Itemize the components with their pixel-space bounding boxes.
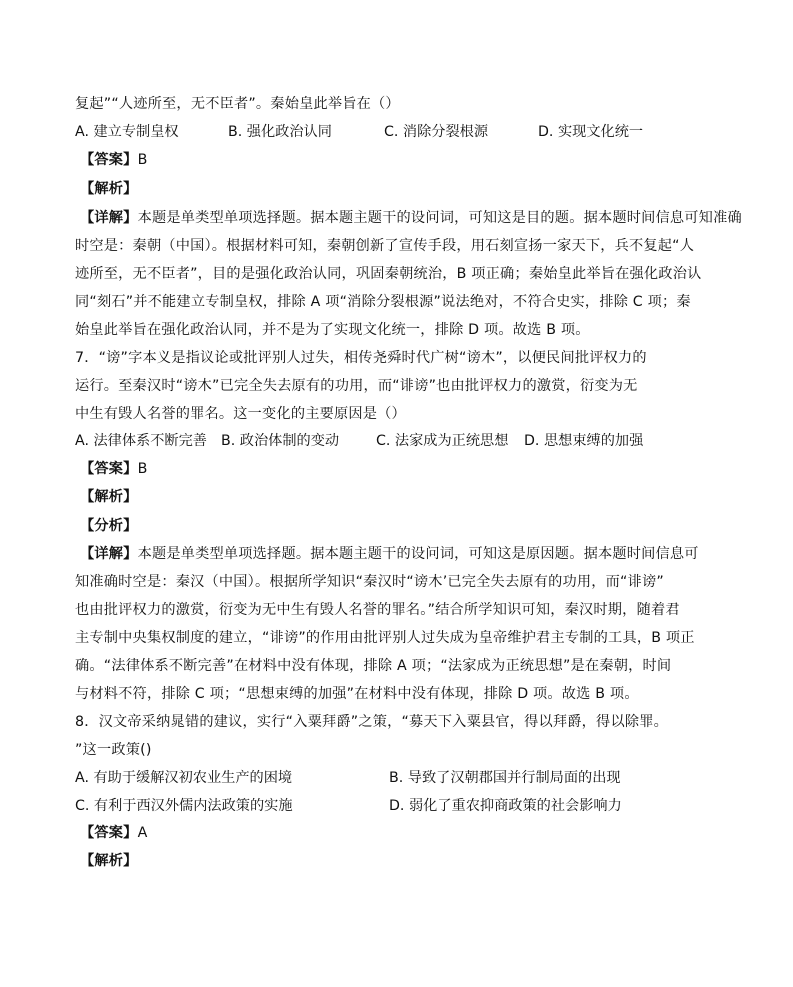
q7-detail-line <box>80 544 699 564</box>
answer-value: A <box>137 825 148 841</box>
answer-label: 【答案】 <box>80 461 138 477</box>
q7-analysis-label: 【解析】 <box>80 489 138 505</box>
answer-value: B <box>137 152 148 168</box>
q6-detail-line: 始皇此举旨在强化政治认同，并不是为了实现文化统一，排除 D 项。故选 B 项。 <box>75 322 590 338</box>
detail-label: 【详解】 <box>80 546 138 562</box>
q7-option-a: A. 法律体系不断完善 <box>75 433 207 449</box>
q7-stem-line: 7．“谤”字本义是指议论或批评别人过失，相传尧舜时代广树“谤木”，以便民间批评权力的 <box>75 350 647 366</box>
q6-option-c: C. 消除分裂根源 <box>384 124 489 140</box>
q8-option-b: B. 导致了汉朝郡国并行制局面的出现 <box>389 770 621 786</box>
q6-analysis-label: 【解析】 <box>80 181 138 197</box>
q8-option-a: A. 有助于缓解汉初农业生产的困境 <box>75 770 293 786</box>
q8-stem-line: 8．汉文帝采纳晁错的建议，实行“入粟拜爵”之策，“募天下入粟县官，得以拜爵，得以除罪。 <box>75 714 668 730</box>
q7-stem-line: 运行。至秦汉时“谤木”已完全失去原有的功用，而“诽谤”也由批评权力的激赏，衍变为无 <box>75 378 638 394</box>
q6-detail-line: 时空是：秦朝（中国）。根据材料可知，秦朝创新了宣传手段，用石刻宣扬一家天下，兵不复起“人 <box>75 238 695 254</box>
q7-stem-line: 中生有毁人名誉的罪名。这一变化的主要原因是（） <box>75 406 406 422</box>
q8-option-c: C. 有利于西汉外儒内法政策的实施 <box>75 798 293 814</box>
q6-option-b: B. 强化政治认同 <box>228 124 332 140</box>
q7-option-c: C. 法家成为正统思想 <box>376 433 509 449</box>
q7-detail-line: 知准确时空是：秦汉（中国）。根据所学知识“秦汉时“谤木’已完全失去原有的功用，而“诽谤” <box>75 574 664 590</box>
q7-detail-line: 主专制中央集权制度的建立，“诽谤”的作用由批评别人过失成为皇帝维护君主专制的工具，B 项正 <box>75 630 695 646</box>
q6-detail-line <box>80 208 742 228</box>
q7-option-d: D. 思想束缚的加强 <box>524 433 644 449</box>
q7-answer <box>80 459 148 479</box>
q7-detail-line: 与材料不符，排除 C 项；“思想束缚的加强”在材料中没有体现，排除 D 项。故选 B 项。 <box>75 686 639 702</box>
answer-label: 【答案】 <box>80 152 138 168</box>
q6-answer <box>80 150 148 170</box>
q6-stem-line: 复起”“人迹所至，无不臣者”。秦始皇此举旨在（） <box>75 96 400 112</box>
q6-detail-line: 迹所至，无不臣者”，目的是强化政治认同，巩固秦朝统治，B 项正确；秦始皇此举旨在强化政治认 <box>75 266 702 282</box>
detail-text: 本题是单类型单项选择题。据本题主题干的设问词，可知这是原因题。据本题时间信息可 <box>137 546 699 562</box>
q7-detail-line: 也由批评权力的激赏，衍变为无中生有毁人名誉的罪名。”结合所学知识可知，秦汉时期，随着君 <box>75 602 680 618</box>
q7-option-b: B. 政治体制的变动 <box>221 433 340 449</box>
q8-stem-line: ”这一政策() <box>75 742 152 758</box>
detail-text: 本题是单类型单项选择题。据本题主题干的设问词，可知这是目的题。据本题时间信息可知准确 <box>137 210 742 226</box>
q8-option-d: D. 弱化了重农抑商政策的社会影响力 <box>389 798 622 814</box>
detail-label: 【详解】 <box>80 210 138 226</box>
answer-value: B <box>137 461 148 477</box>
q6-option-d: D. 实现文化统一 <box>538 124 644 140</box>
q7-fenxi-label: 【分析】 <box>80 518 138 534</box>
answer-label: 【答案】 <box>80 825 138 841</box>
q8-analysis-label: 【解析】 <box>80 853 138 869</box>
q6-option-a: A. 建立专制皇权 <box>75 124 179 140</box>
q8-answer <box>80 823 147 843</box>
q6-detail-line: 同“刻石”并不能建立专制皇权，排除 A 项“消除分裂根源”说法绝对，不符合史实，排除 C 项；秦 <box>75 294 691 310</box>
q7-detail-line: 确。“法律体系不断完善”在材料中没有体现，排除 A 项；“法家成为正统思想”是在秦朝，时间 <box>75 658 672 674</box>
